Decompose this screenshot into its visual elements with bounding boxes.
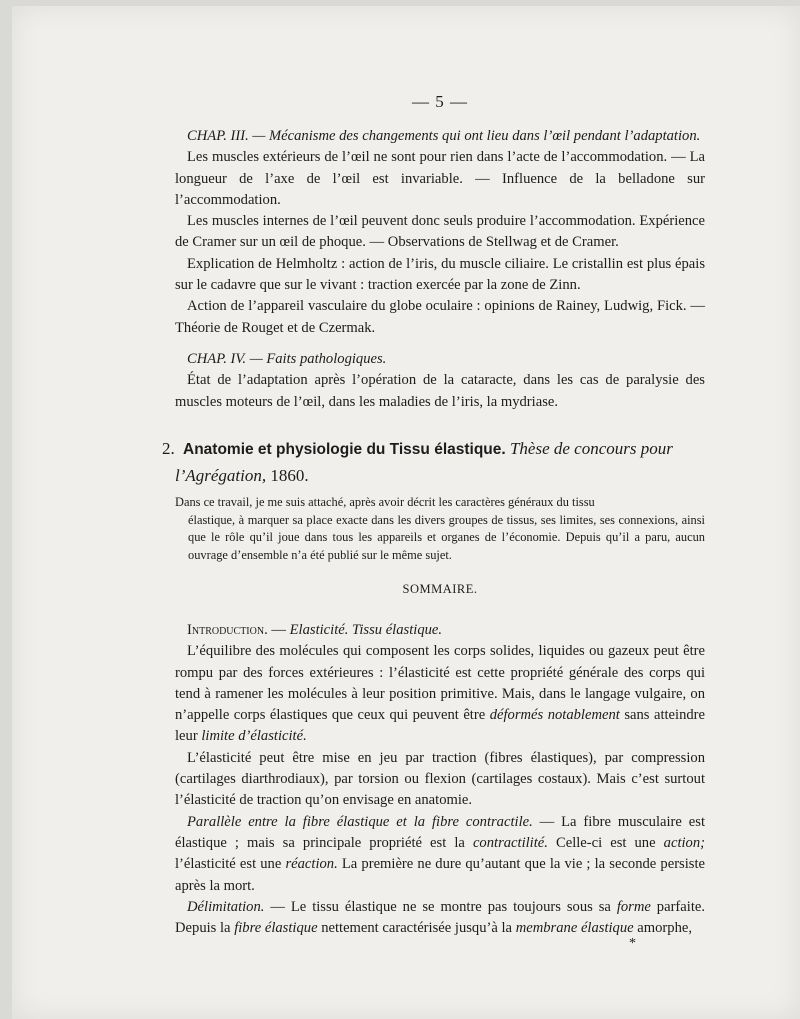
sommaire-heading: SOMMAIRE.	[402, 582, 478, 596]
italic-run: contractilité.	[472, 834, 548, 851]
italic-run: membrane élastique	[515, 920, 634, 937]
text-run: — Le tissu élastique ne se montre pas toujours sous sa	[264, 898, 611, 915]
text-run: L’équilibre des molécules qui composent les corps solides, liquides ou gazeux peut être rompu par des forces extérieures : l’élasticité est cette propriété générale des corps qui tend à ramener les molécules à leur position primitive. Mais, dans le langage vulgaire, on n’appelle corps élastiques que ceux qui peuvent être	[175, 643, 705, 724]
introduction-paragraph	[175, 897, 705, 940]
italic-run: réaction.	[285, 856, 338, 873]
introduction-paragraph	[175, 812, 705, 897]
section-subtitle-line2	[162, 463, 705, 489]
introduction-dash: —	[267, 622, 290, 638]
section-year: 1860.	[270, 466, 309, 485]
chapter-3	[175, 126, 705, 339]
text-run: sans atteindre leur	[175, 707, 706, 745]
introduction-title: Elasticité. Tissu élastique.	[289, 622, 443, 638]
chapter-3-paragraph: Action de l’appareil vasculaire du globe oculaire : opinions de Rainey, Ludwig, Fick. — Théorie de Rouget et de Czermak.	[175, 298, 705, 336]
printer-mark: *	[629, 936, 636, 951]
italic-run: forme	[616, 898, 651, 915]
section-2-heading	[162, 436, 705, 489]
section-subtitle: Thèse de concours pour	[509, 439, 673, 458]
section-number: 2.	[162, 439, 175, 458]
chapter-4-heading: CHAP. IV. — Faits pathologiques.	[187, 351, 387, 367]
chapter-3-paragraph: Explication de Helmholtz : action de l’iris, du muscle ciliaire. Le cristallin est plus épais sur le cadavre que sur le vivant : traction exercée par la zone de Zinn.	[175, 255, 705, 294]
introduction-heading	[175, 620, 705, 641]
text-run: Celle-ci est une	[547, 834, 656, 851]
intro-first-line: Dans ce travail, je me suis attaché, après avoir décrit les caractères généraux du tissu	[175, 495, 595, 509]
text-run: nettement caractérisée jusqu’à la	[317, 920, 513, 937]
section-2-intro	[175, 494, 705, 564]
page-number: — 5 —	[412, 92, 468, 111]
chapter-4	[175, 349, 705, 413]
italic-run: action;	[663, 834, 706, 851]
introduction-paragraph: L’élasticité peut être mise en jeu par traction (fibres élastiques), par compression (cartilages diarthrodiaux), par torsion ou flexion (cartilages costaux). Mais c’est surtout l’élasticité de traction qu’on envisage en anatomie.	[175, 749, 705, 809]
italic-run: Parallèle entre la fibre élastique et la fibre contractile.	[187, 813, 533, 830]
section-subtitle-agregation: l’Agrégation,	[175, 466, 267, 485]
chapter-3-paragraph: Les muscles internes de l’œil peuvent donc seuls produire l’accommodation. Expérience de Cramer sur un œil de phoque. — Observations de Stellwag et de Cramer.	[175, 213, 705, 251]
text-run: parfaite. Depuis la	[175, 898, 706, 937]
page	[12, 6, 800, 1019]
italic-run: Délimitation.	[187, 898, 265, 915]
intro-continuation: élastique, à marquer sa place exacte dans les divers groupes de tissus, ses limites, ses connexions, ainsi que le rôle qu’il joue dans tous les appareils et organes de l’économie. Depuis qu’il a paru, aucun ouvrage d’ensemble n’a été publié sur le même sujet.	[188, 512, 705, 562]
chapter-3-paragraph: Les muscles extérieurs de l’œil ne sont pour rien dans l’acte de l’accommodation. — La longueur de l’axe de l’œil est invariable. — Influence de la belladone sur l’accommodation.	[175, 149, 705, 208]
text-run: l’élasticité est une	[175, 856, 282, 873]
italic-run: limite d’élasticité.	[201, 728, 307, 745]
italic-run: déformés notablement	[489, 707, 620, 724]
text-run: La première ne dure qu’autant que la vie ; la seconde persiste après la mort.	[175, 856, 705, 894]
text-run: — La fibre musculaire est élastique ; mais sa principale propriété est la	[175, 813, 705, 851]
introduction-label: Introduction.	[187, 622, 268, 638]
introduction-paragraph	[175, 641, 705, 747]
chapter-4-paragraph: État de l’adaptation après l’opération de la cataracte, dans les cas de paralysie des muscles moteurs de l’œil, dans les maladies de l’iris, la mydriase.	[175, 372, 705, 410]
chapter-3-heading: CHAP. III. — Mécanisme des changements qui ont lieu dans l’œil pendant l’adaptation.	[187, 128, 701, 144]
text-run: amorphe,	[633, 920, 692, 937]
italic-run: fibre élastique	[234, 920, 318, 937]
introduction-section	[175, 620, 705, 939]
section-title: Anatomie et physiologie du Tissu élastique.	[183, 441, 506, 458]
